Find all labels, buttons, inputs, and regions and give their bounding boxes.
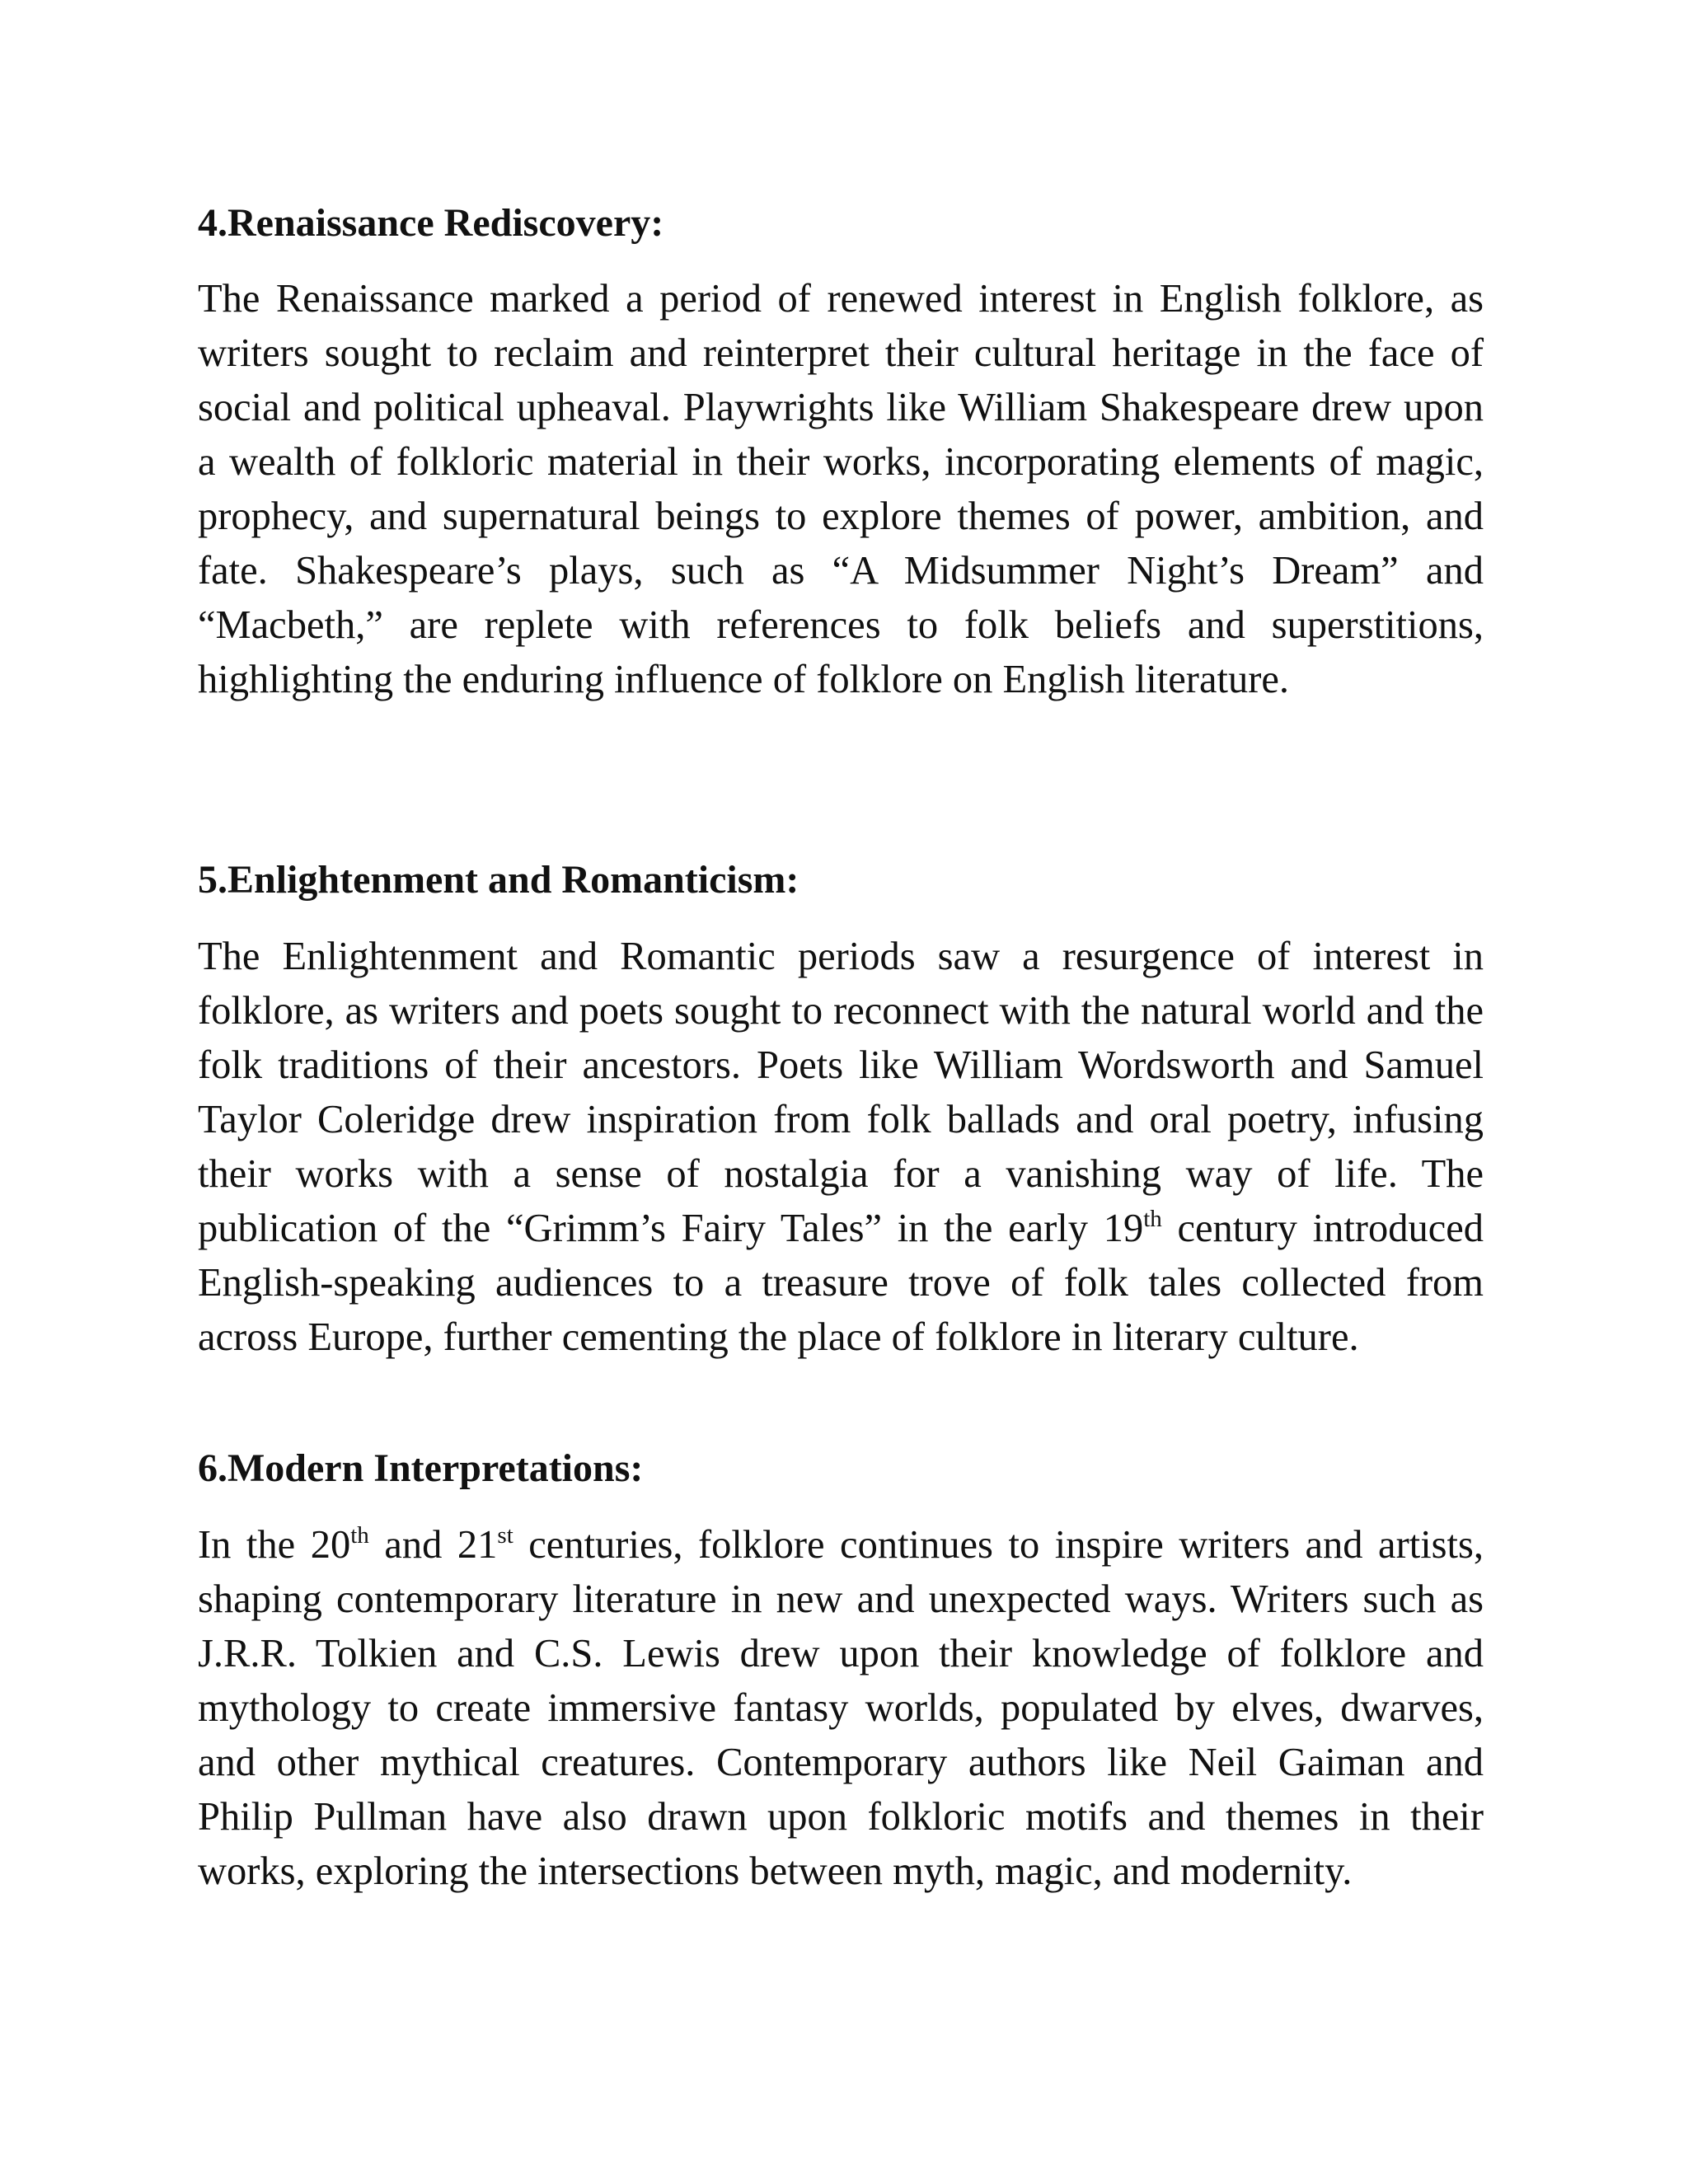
section-body-renaissance xyxy=(198,272,1484,707)
body-text: century introduced English-speaking audiences to a treasure trove of folk tales collected from across Europe, further cementing the place of folklore in literary culture. xyxy=(198,1207,1484,1359)
ordinal-superscript: th xyxy=(1143,1206,1162,1233)
section-body-enlightenment xyxy=(198,930,1484,1365)
body-text: The Enlightenment and Romantic periods saw a resurgence of interest in folklore, as writers and poets sought to reconnect with the natural world and the folk traditions of their ancestors. Poets like William Wordsworth and Samuel Taylor Coleridge drew inspiration from folk ballads and oral poetry, infusing their works with a sense of nostalgia for a vanishing way of life. The publication of the “Grimm’s Fairy Tales” in the early 19 xyxy=(198,935,1484,1250)
body-text: The Renaissance marked a period of renewed interest in English folklore, as writers sought to reclaim and reinterpret their cultural heritage in the face of social and political upheaval. Playwrights like William Shakespeare drew upon a wealth of folkloric material in their works, incorporating elements of magic, prophecy, and supernatural beings to explore themes of power, ambition, and fate. Shakespeare’s plays, such as “A Midsummer Night’s Dream” and “Macbeth,” are replete with references to folk beliefs and superstitions, highlighting the enduring influence of folklore on English literature. xyxy=(198,277,1484,701)
section-heading-modern: 6.Modern Interpretations: xyxy=(198,1446,644,1490)
body-text: and 21 xyxy=(368,1523,498,1567)
section-heading-enlightenment: 5.Enlightenment and Romanticism: xyxy=(198,858,799,902)
ordinal-superscript: st xyxy=(497,1522,513,1549)
section-heading-renaissance: 4.Renaissance Rediscovery: xyxy=(198,201,664,245)
body-text: In the 20 xyxy=(198,1523,351,1567)
ordinal-superscript: th xyxy=(350,1522,369,1549)
body-text: centuries, folklore continues to inspire writers and artists, shaping contemporary literature in new and unexpected ways. Writers such as J.R.R. Tolkien and C.S. Lewis drew upon their knowledge of folklore and mythology to create immersive fantasy worlds, populated by elves, dwarves, and other mythical creatures. Contemporary authors like Neil Gaiman and Philip Pullman have also drawn upon folkloric motifs and themes in their works, exploring the intersections between myth, magic, and modernity. xyxy=(198,1523,1484,1893)
section-body-modern xyxy=(198,1518,1484,1899)
